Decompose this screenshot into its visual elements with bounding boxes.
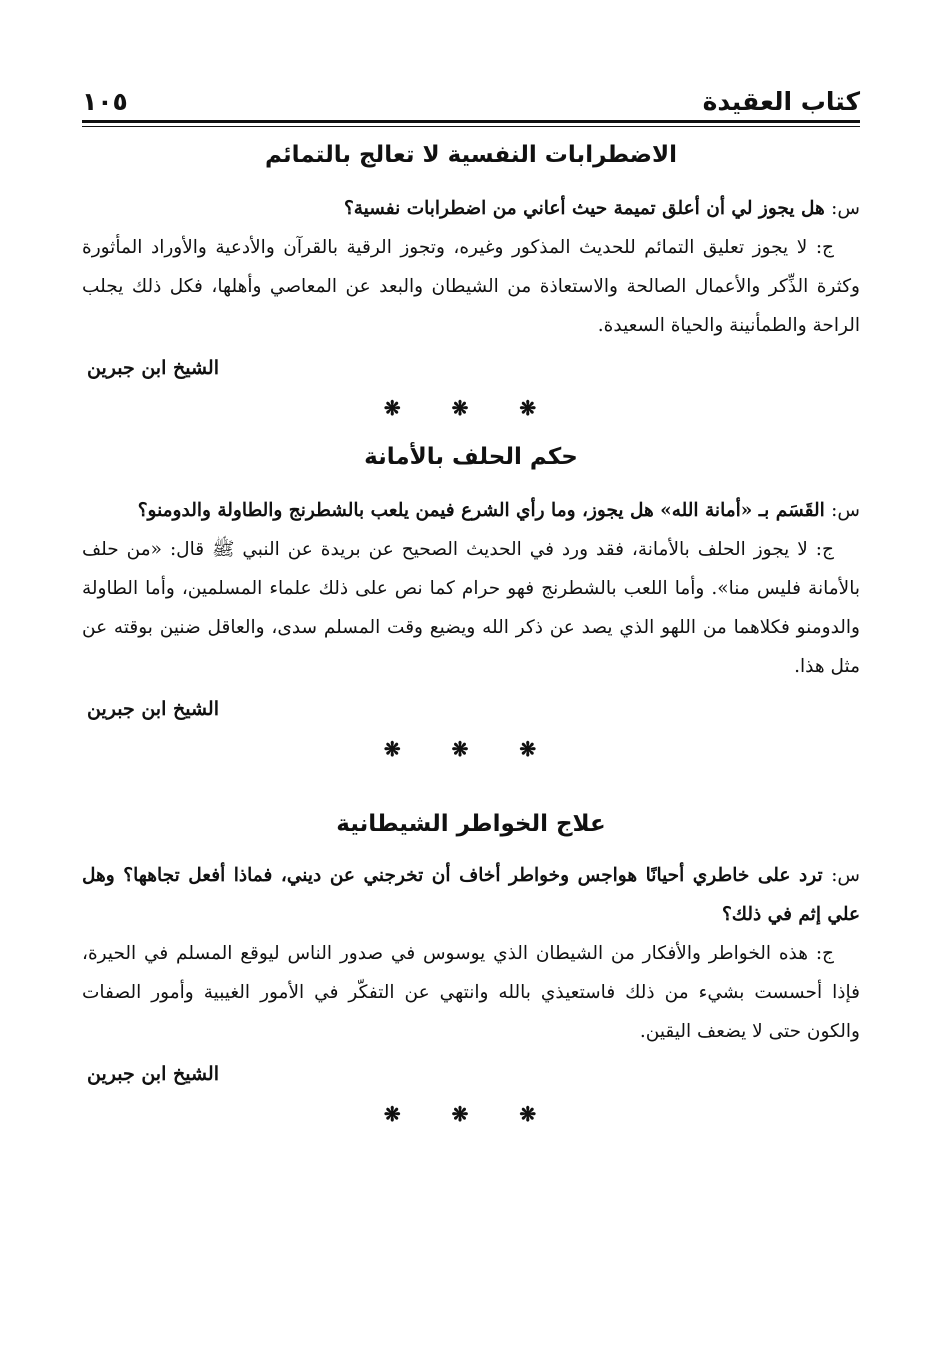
question-paragraph bbox=[82, 491, 860, 530]
question-label: س: bbox=[831, 500, 860, 521]
section-separator: ❋ ❋ ❋ bbox=[383, 1102, 559, 1126]
running-header bbox=[82, 78, 860, 116]
signature: الشيخ ابن جبرين bbox=[87, 1063, 219, 1085]
question-text: هل يجوز لي أن أعلق تميمة حيث أعاني من اضطرابات نفسية؟ bbox=[343, 198, 825, 219]
section-title: الاضطرابات النفسية لا تعالج بالتمائم bbox=[264, 142, 678, 168]
question-text: ترد على خاطري أحيانًا هواجس وخواطر أخاف أن تخرجني عن ديني، فماذا أفعل تجاهها؟ وهل علي إثم في ذلك؟ bbox=[82, 865, 860, 925]
question-paragraph bbox=[82, 189, 860, 228]
signature: الشيخ ابن جبرين bbox=[87, 698, 219, 720]
section-satanic-whispers bbox=[82, 804, 860, 1129]
question-label: س: bbox=[831, 198, 860, 219]
section-separator: ❋ ❋ ❋ bbox=[383, 737, 559, 761]
question-paragraph bbox=[82, 856, 860, 934]
answer-paragraph bbox=[82, 934, 860, 1051]
section-amulets bbox=[82, 135, 860, 423]
question-text: القَسَم بـ «أمانة الله» هل يجوز، وما رأي الشرع فيمن يلعب بالشطرنج والطاولة والدومنو؟ bbox=[137, 500, 825, 521]
answer-paragraph bbox=[82, 530, 860, 686]
book-title: كتاب العقيدة bbox=[702, 87, 860, 116]
answer-label: ج: bbox=[815, 943, 834, 964]
section-separator: ❋ ❋ ❋ bbox=[383, 396, 559, 420]
header-rule-thick bbox=[82, 120, 860, 123]
answer-text: لا يجوز تعليق التمائم للحديث المذكور وغيره، وتجوز الرقية بالقرآن والأدعية والأوراد المأثورة وكثرة الذِّكر والأعمال الصالحة والاستعاذة من الشيطان والبعد عن المعاصي وأهلها، فكل ذلك يجلب الراحة والطمأنينة والحياة السعيدة. bbox=[82, 237, 860, 336]
answer-text: لا يجوز الحلف بالأمانة، فقد ورد في الحديث الصحيح عن بريدة عن النبي ﷺ قال: «من حلف بالأمانة فليس منا». وأما اللعب بالشطرنج فهو حرام كما نص على ذلك علماء المسلمين، وأما الطاولة والدومنو فكلاهما من اللهو الذي يصد عن ذكر الله ويضيع وقت المسلم سدى، والعاقل ضنين بوقته عن مثل هذا. bbox=[82, 539, 860, 677]
book-page bbox=[82, 78, 860, 1129]
section-title: حكم الحلف بالأمانة bbox=[364, 444, 578, 470]
question-label: س: bbox=[831, 865, 861, 886]
answer-label: ج: bbox=[815, 539, 834, 560]
page-number: ١٠٥ bbox=[82, 87, 128, 116]
answer-label: ج: bbox=[815, 237, 834, 258]
header-rule-thin bbox=[82, 126, 860, 127]
section-title: علاج الخواطر الشيطانية bbox=[336, 811, 606, 837]
signature: الشيخ ابن جبرين bbox=[87, 357, 219, 379]
answer-paragraph bbox=[82, 228, 860, 345]
answer-text: هذه الخواطر والأفكار من الشيطان الذي يوسوس في صدور الناس ليوقع المسلم في الحيرة، فإذا أحسست بشيء من ذلك فاستعيذي بالله وانتهي عن التفكّر في الأمور الغيبية وأمور الصفات والكون حتى لا يضعف اليقين. bbox=[82, 943, 860, 1042]
section-oath-by-amanah bbox=[82, 437, 860, 764]
